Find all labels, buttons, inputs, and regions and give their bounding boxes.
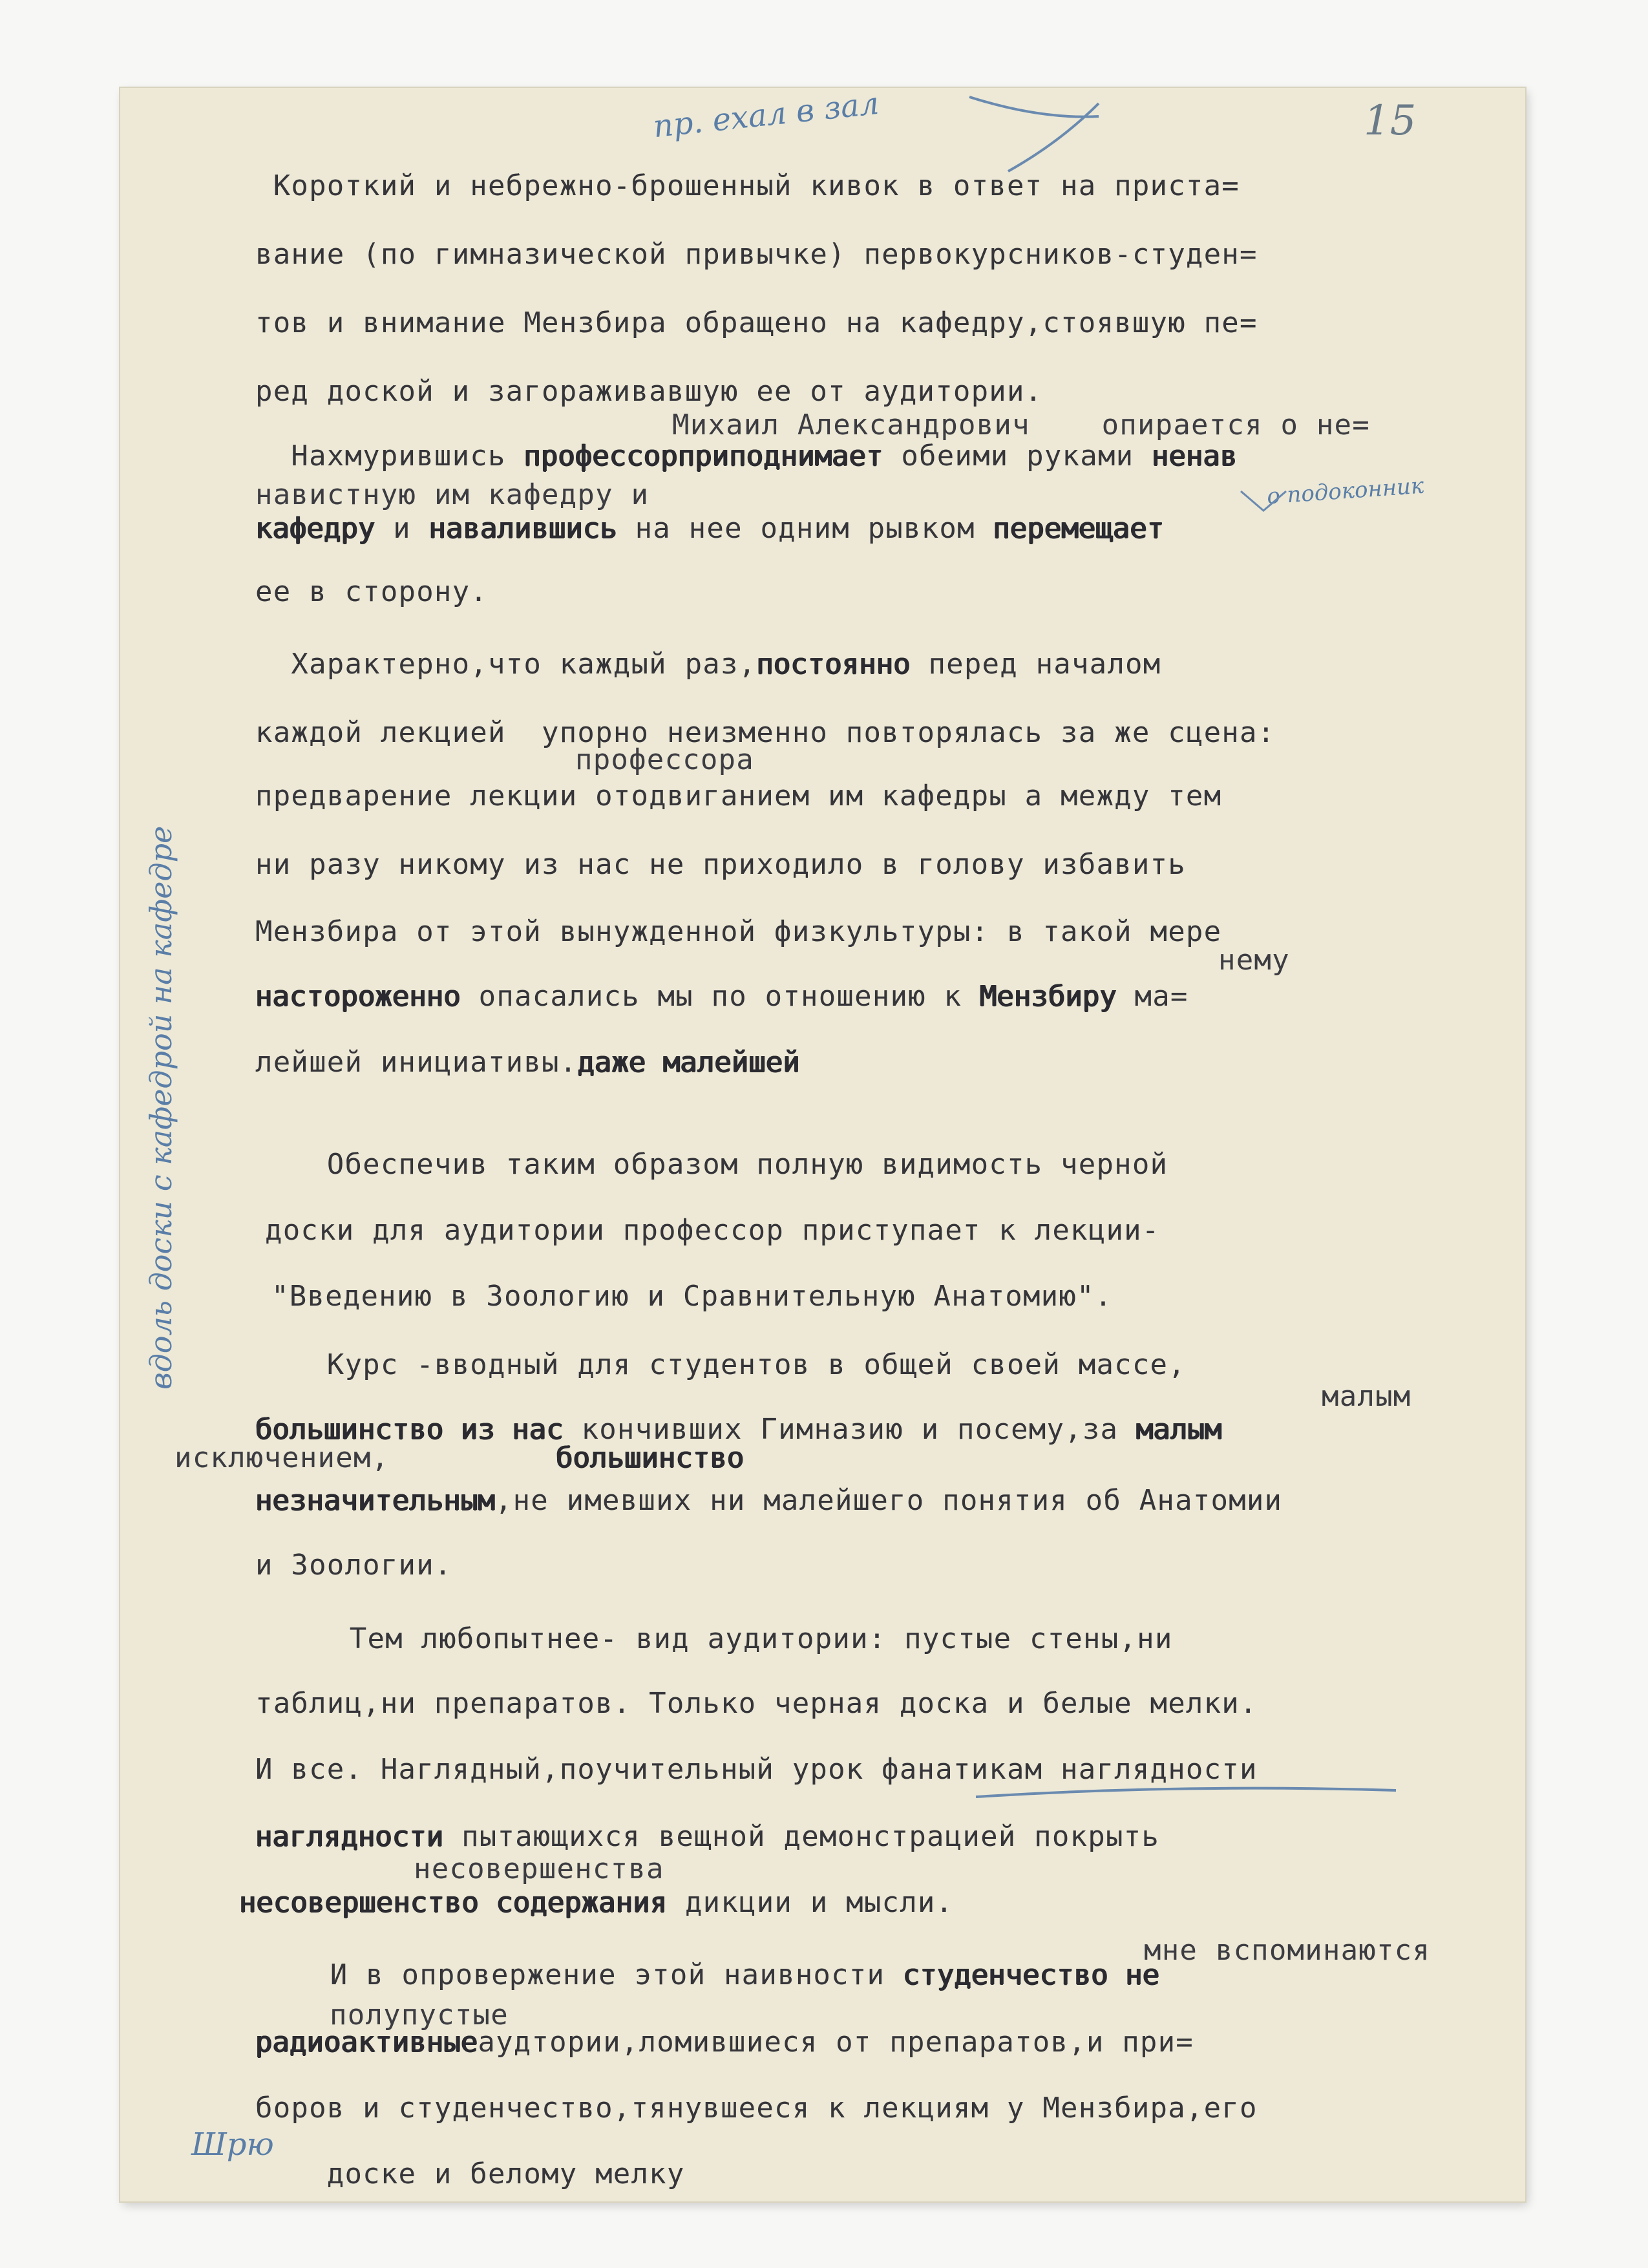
page-number: 15 xyxy=(1364,97,1417,145)
text-line-05-part-a: Нахмурившись xyxy=(255,440,524,472)
struck-word-05b: ненав xyxy=(1152,440,1238,472)
struck-word-20: незначительным xyxy=(255,1484,495,1517)
text-line-18: Курс -вводный для студентов в общей своей массе, xyxy=(255,1348,1186,1381)
text-line-01: Короткий и небрежно-брошенный кивок в ответ на приста= xyxy=(255,169,1240,202)
left-margin-note: вдоль доски с кафедрой на кафедре xyxy=(143,825,178,1390)
text-line-15: Обеспечив таким образом полную видимость черной xyxy=(255,1148,1168,1181)
text-line-12: Мензбира от этой вынужденной физкультуры: в такой мере xyxy=(255,915,1222,948)
text-line-28-part-b: аудтории,ломившиеся от препаратов,и при= xyxy=(478,2026,1194,2059)
struck-word-26: несовершенство содержания xyxy=(239,1886,668,1919)
struck-word-20b: большинство xyxy=(556,1441,745,1474)
text-line-27 xyxy=(259,1958,1159,1992)
top-handwritten-note: пр. ехал в зал xyxy=(651,85,881,145)
text-line-25 xyxy=(255,1820,1159,1854)
text-line-07: ее в сторону. xyxy=(255,575,488,608)
text-line-08-part-a: Характерно,что каждый раз, xyxy=(255,648,757,681)
text-line-09: каждой лекцией упорно неизменно повторялась за же сцена: xyxy=(255,716,1276,749)
struck-word-19b: малым xyxy=(1136,1413,1222,1446)
struck-word-13: настороженно xyxy=(255,980,461,1013)
insert-line-07: навистную им кафедру и xyxy=(255,478,650,511)
text-line-10: предварение лекции отодвиганием им кафедры а между тем xyxy=(255,779,1222,812)
text-line-26-part-b: дикции и мысли. xyxy=(667,1886,954,1919)
struck-word-05: профессорприподнимает xyxy=(523,440,883,472)
text-line-20-part-b: ,не имевших ни малейшего понятия об Анатомии xyxy=(494,1484,1283,1517)
struck-word-06c: перемещает xyxy=(993,512,1165,545)
struck-word-27: студенчество не xyxy=(902,1958,1160,1991)
text-line-11: ни разу никому из нас не приходило в голову избавить xyxy=(255,848,1186,881)
struck-word-13b: Мензбиру xyxy=(979,980,1117,1013)
text-line-06-part-b: на нее одним рывком xyxy=(617,512,993,545)
struck-word-25: наглядности xyxy=(255,1820,444,1853)
text-line-21: и Зоологии. xyxy=(255,1549,452,1582)
text-line-26 xyxy=(239,1886,953,1920)
text-line-06-part-a: и xyxy=(375,512,429,545)
text-line-25-part-b: пытающихся вещной демонстрацией покрыть xyxy=(443,1820,1160,1853)
insert-line-27: полупустые xyxy=(330,1998,509,2031)
insert-line-25: несовершенства xyxy=(414,1852,664,1885)
text-line-23: таблиц,ни препаратов. Только черная доска и белые мелки. xyxy=(255,1687,1258,1720)
text-line-13 xyxy=(255,980,1188,1013)
struck-word-19: большинство из нас xyxy=(255,1413,564,1446)
text-line-08-part-b: перед началом xyxy=(910,648,1161,681)
text-line-28 xyxy=(255,2026,1194,2059)
insert-line-05: Михаил Александрович опирается о не= xyxy=(672,408,1370,441)
text-line-30: доске и белому мелку xyxy=(255,2157,685,2190)
text-line-14 xyxy=(255,1046,800,1079)
insert-line-19: малым xyxy=(1322,1380,1411,1413)
struck-word-14: даже малейшей xyxy=(577,1046,800,1079)
insert-line-11: профессора xyxy=(575,743,754,776)
insert-line-14: нему xyxy=(1218,944,1290,977)
text-line-19-part-b: кончивших Гимназию и посему,за xyxy=(563,1413,1136,1446)
text-line-17: "Введению в Зоологию и Сравнительную Анатомию". xyxy=(271,1280,1113,1313)
text-line-16: доски для аудитории профессор приступает к лекции- xyxy=(265,1214,1160,1247)
text-line-04: ред доской и загораживавшую ее от аудитории. xyxy=(255,375,1043,408)
text-line-29: боров и студенчество,тянувшееся к лекциям у Мензбира,его xyxy=(255,2092,1258,2125)
text-line-13-part-b: опасались мы по отношению к xyxy=(460,980,980,1013)
small-right-note: о подоконник xyxy=(1265,472,1425,510)
text-line-20-struck-insert xyxy=(556,1441,744,1475)
text-line-02: вание (по гимназической привычке) первокурсников-студен= xyxy=(255,238,1258,271)
text-line-14-part-a: лейшей инициативы. xyxy=(255,1046,578,1079)
text-line-13-part-c: ма= xyxy=(1116,980,1188,1013)
struck-word-06: кафедру xyxy=(255,512,375,545)
text-line-05 xyxy=(255,440,1237,473)
struck-word-06b: навалившись xyxy=(428,512,617,545)
text-line-24: И все. Наглядный,поучительный урок фанатикам наглядности xyxy=(255,1753,1258,1786)
text-line-03: тов и внимание Мензбира обращено на кафедру,стоявшую пе= xyxy=(255,306,1258,339)
bottom-margin-note: Шрю xyxy=(191,2126,274,2163)
text-line-20 xyxy=(255,1484,1282,1518)
insert-line-26: мне вспоминаются xyxy=(1144,1934,1431,1967)
text-line-05-part-b: обеими руками xyxy=(883,440,1152,472)
text-line-22: Тем любопытнее- вид аудитории: пустые стены,ни xyxy=(278,1622,1173,1655)
text-line-27-part-a: И в опровержение этой наивности xyxy=(259,1958,903,1991)
text-line-08 xyxy=(255,648,1161,681)
struck-word-08: постоянно xyxy=(756,648,911,681)
struck-word-28: радиоактивные xyxy=(255,2026,478,2059)
text-line-06 xyxy=(255,512,1164,546)
insert-line-20: исключением, xyxy=(174,1441,390,1474)
